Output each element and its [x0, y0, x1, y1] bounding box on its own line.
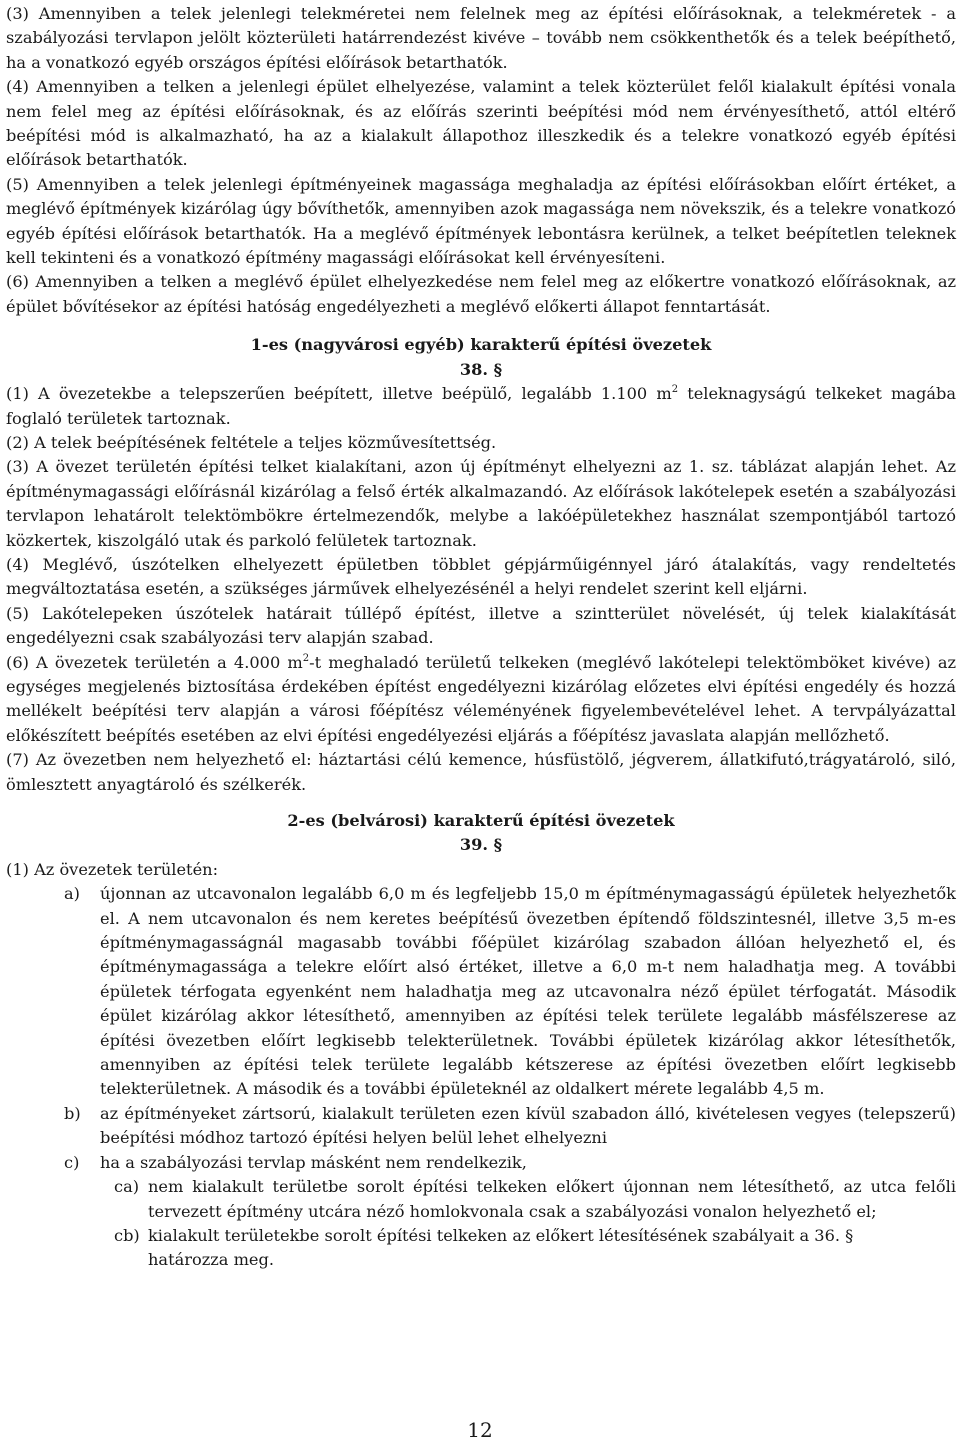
- list-item-text: [148, 1224, 956, 1273]
- list-item-text-part: határozza meg.: [148, 1250, 275, 1270]
- section-38-paragraph-3: (3) A övezet területén építési telket kialakítani, azon új építményt elhelyezni az 1. sz. táblázat alapján lehet. Az építménymagassági előírásnál kizárólag a felső érték alkalmazandó. Az előírások lakótelepek esetén a szabályozási tervlapon lehatárolt telektömbökre értelmezendők, melybe a lakóépületekhez használat szempontjából tartozó közkertek, kiszolgáló utak és parkoló felületek tartoznak.: [6, 457, 956, 550]
- paragraph-text: (6) A övezetek területén a 4.000 m: [6, 652, 303, 672]
- paragraph-5: (5) Amennyiben a telek jelenlegi építményeinek magassága meghaladja az építési előírásokban előírt értéket, a meglévő építmények kizárólag úgy bővíthetők, amennyiben azok magassága nem növekszik, és a telekre vonatkozó egyéb építési előírások betarthatók. Ha a meglévő építmények lebontásra kerülnek, a telket beépítetlen teleknek kell tekinteni és a vonatkozó építmény magassági előírásokat kell érvényesíteni.: [6, 174, 956, 268]
- list-item-b: [6, 1102, 956, 1151]
- list-marker: b): [64, 1103, 81, 1123]
- section-38-paragraph-2: (2) A telek beépítésének feltétele a teljes közművesítettség.: [6, 432, 497, 452]
- section-39-paragraph-1: (1) Az övezetek területén:: [6, 859, 219, 879]
- list-item-text-part: kialakult területekbe sorolt építési telkeken az előkert létesítésének szabályait a 36.: [148, 1225, 846, 1245]
- section-sign-icon: §: [493, 835, 503, 855]
- section-38-paragraph-4: (4) Meglévő, úszótelken elhelyezett épületben többlet gépjárműigénnyel járó átalakítás, vagy rendeltetés megváltoztatása esetén, a szükséges járművek elhelyezésénél a helyi rendelet szerint kell eljárni.: [6, 554, 956, 599]
- section-number-text: 38.: [459, 359, 489, 379]
- list-marker: cb): [114, 1225, 140, 1245]
- superscript: 2: [302, 652, 310, 664]
- section-38-paragraph-5: (5) Lakótelepeken úszótelek határait túllépő építést, illetve a szintterület növelését, új telek kialakítását engedélyezni csak szabályozási terv alapján szabad.: [6, 603, 956, 648]
- paragraph-text: -t meghaladó területű telkeken (meglévő lakótelepi telektömböket kivéve) az egységes megjelenés biztosítása érdekében építést engedélyezni kizárólag előzetes elvi építési engedély és hozzá mellékelt beépítési terv alapján a városi főépítész véleményének figyelembevételével lehet. A tervpályázattal előkészített beépítés esetében az elvi építési engedélyezési eljárás a főépítész javaslata alapján mellőzhető.: [6, 652, 956, 745]
- section-39-title: 2-es (belvárosi) karakterű építési övezetek: [287, 811, 675, 830]
- paragraph-3: (3) Amennyiben a telek jelenlegi telekméretei nem felelnek meg az építési előírásoknak, a telekméretek - a szabályozási tervlapon jelölt közterületi határrendezést kivéve – tovább nem csökkenthetők és a telek beépíthető, ha a vonatkozó egyéb országos építési előírások betarthatók.: [6, 4, 956, 72]
- paragraph-text: (1) A övezetekbe a telepszerűen beépített, illetve beépülő, legalább 1.100 m: [6, 384, 672, 404]
- section-sign-icon: §: [493, 359, 503, 379]
- list-marker: a): [64, 884, 80, 904]
- list-item-text: az építményeket zártsorú, kialakult területen ezen kívül szabadon álló, kivételesen vegyes (telepszerű) beépítési módhoz tartozó építési helyen belül lehet elhelyezni: [100, 1103, 956, 1148]
- section-38-paragraph-7: (7) Az övezetben nem helyezhető el: háztartási célú kemence, húsfüstölő, jégverem, állatkifutó,trágyatároló, siló, ömlesztett anyagtároló és szélkerék.: [6, 750, 956, 794]
- superscript: 2: [671, 384, 679, 396]
- section-38-paragraph-1: [6, 382, 956, 431]
- list-item-c: [6, 1151, 956, 1175]
- section-38-number: [6, 358, 956, 382]
- list-item-a: [6, 882, 956, 1102]
- list-item-ca: [6, 1175, 956, 1224]
- list-item-text: nem kialakult területbe sorolt építési telkeken előkert újonnan nem létesíthető, az utca felőli tervezett építmény utcára néző homlokvonala csak a szabályozási vonalon helyezhető el;: [148, 1177, 956, 1221]
- list-item-text: ha a szabályozási tervlap másként nem rendelkezik,: [100, 1152, 527, 1172]
- section-39-number: [6, 833, 956, 857]
- list-item-text: újonnan az utcavonalon legalább 6,0 m és legfeljebb 15,0 m építménymagasságú épületek helyezhetők el. A nem utcavonalon és nem keretes beépítésű övezetben építendő földszintesnél, illetve 3,5 m-es építménymagasságnál magasabb további főépület kizárólag szabadon állóan helyezhető el, és építménymagassága a telekre előírt alsó értéket, illetve a 6,0 m-t nem haladhatja meg. A további épületek térfogata egyenként nem haladhatja meg az utcavonalra néző épület térfogatát. Második épület kizárólag akkor létesíthető, amennyiben az építési telek területe legalább másfélszerese az építési övezetben előírt legkisebb telekterületnek. További épületek kizárólag akkor létesíthetők, amennyiben az építési telek területe legalább kétszerese az építési övezetben előírt legkisebb telekterületnek. A második és a további épületeknél az oldalkert mérete legalább 4,5 m.: [100, 884, 956, 1099]
- section-38-paragraph-6: [6, 651, 956, 749]
- section-38-title: 1-es (nagyvárosi egyéb) karakterű építési övezetek: [250, 335, 712, 355]
- section-sign-icon: §: [845, 1225, 854, 1245]
- paragraph-6: (6) Amennyiben a telken a meglévő épület elhelyezkedése nem felel meg az előkertre vonatkozó előírásoknak, az épület bővítésekor az építési hatóság engedélyezheti a meglévő előkerti állapot fenntartását.: [6, 272, 956, 316]
- paragraph-text: teleknagyságú telkeket magába foglaló területek tartoznak.: [6, 384, 956, 428]
- list-marker: c): [64, 1152, 80, 1172]
- paragraph-4: (4) Amennyiben a telken a jelenlegi épület elhelyezése, valamint a telek közterület felől kialakult építési vonala nem felel meg az építési előírásoknak, és az előírás szerinti beépítési mód nem érvényesíthető, attól eltérő beépítési mód is alkalmazható, ha az a kialakult állapothoz illeszkedik és a telekre vonatkozó egyéb építési előírások betarthatók.: [6, 77, 956, 170]
- list-item-cb: [6, 1224, 956, 1273]
- list-marker: ca): [114, 1177, 140, 1197]
- section-number-text: 39.: [459, 835, 489, 855]
- page-number: 12: [467, 1418, 493, 1442]
